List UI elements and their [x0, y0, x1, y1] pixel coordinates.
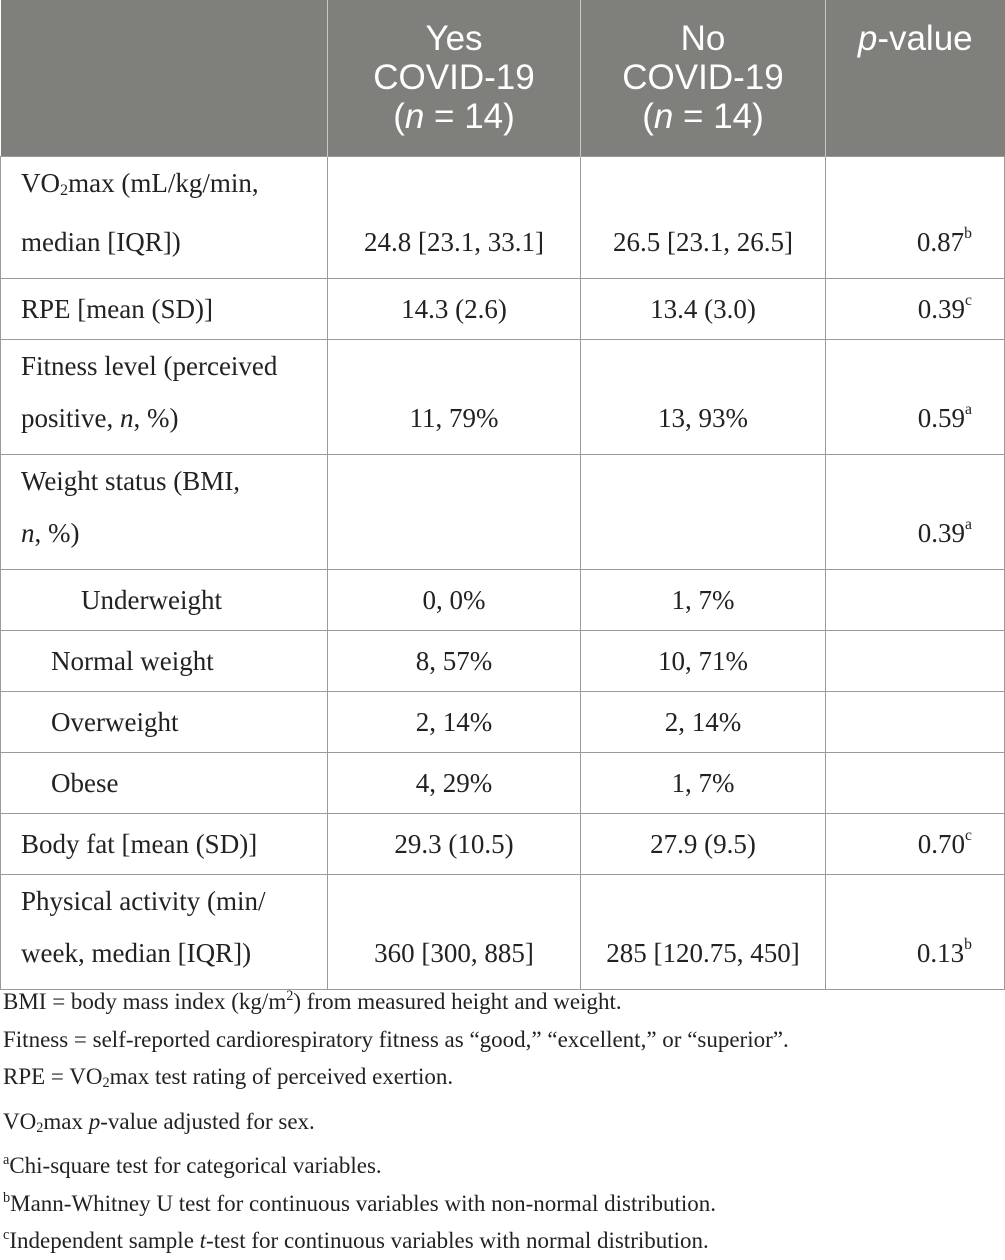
footnote-mark: c: [3, 1227, 10, 1243]
header-empty-cell: [1, 0, 328, 156]
footnote-mark: a: [965, 515, 972, 533]
label-part: median [IQR]): [21, 226, 181, 257]
yes-value: 29.3 (10.5): [328, 813, 581, 874]
note-fitness: Fitness = self-reported cardiorespiratory fitness as “good,” “excellent,” or “superior”.: [3, 1026, 789, 1052]
p-value-cell: [826, 691, 1005, 752]
label-part: , %): [34, 517, 80, 548]
label-part: VO: [21, 167, 60, 198]
yes-value: [328, 454, 581, 569]
label-part: Fitness level (perceived: [21, 350, 278, 381]
row-label: [1, 454, 328, 569]
note-text: Independent sample: [9, 1228, 200, 1253]
label-part: max (mL/kg/min,: [68, 167, 259, 198]
subscript: 2: [36, 1119, 44, 1136]
subscript: 2: [60, 180, 69, 199]
no-value: 285 [120.75, 450]: [581, 874, 826, 989]
p-value-cell: [826, 454, 1005, 569]
note-text: -value adjusted for sex.: [100, 1108, 315, 1134]
yes-value: 360 [300, 885]: [328, 874, 581, 989]
note-c: [3, 1222, 789, 1260]
p-letter: p: [88, 1108, 101, 1134]
footnote-mark: b: [964, 224, 972, 242]
header-yes-line1: Yes: [425, 19, 483, 58]
p-value: 0.13: [916, 937, 965, 968]
note-bmi: [3, 983, 789, 1021]
label-part: , %): [133, 402, 179, 433]
row-label: Normal weight: [1, 630, 328, 691]
row-label: Body fat [mean (SD)]: [1, 813, 328, 874]
p-value-cell: [826, 630, 1005, 691]
n-letter: n: [653, 97, 674, 136]
table-row-normal-weight: [1, 630, 1005, 691]
note-vo2max: [3, 1103, 789, 1148]
note-text: ) from measured height and weight.: [293, 989, 622, 1014]
p-value-cell: [826, 569, 1005, 630]
header-p-value: [826, 0, 1005, 156]
table-footnotes: [3, 983, 789, 1260]
table-row-weight-status: [1, 454, 1005, 569]
footnote-mark: c: [965, 826, 972, 844]
paren: (: [642, 97, 654, 136]
note-text: max test rating of perceived exertion.: [109, 1064, 454, 1089]
table-row-physical-activity: [1, 874, 1005, 989]
yes-value: 4, 29%: [328, 752, 581, 813]
p-value-cell: [826, 339, 1005, 454]
no-value: 1, 7%: [581, 569, 826, 630]
row-label: Underweight: [1, 569, 328, 630]
p-value: 0.39: [917, 517, 966, 548]
no-value: 13, 93%: [581, 339, 826, 454]
paren: (: [393, 97, 405, 136]
label-part: Weight status (BMI,: [21, 465, 241, 496]
p-value-cell: [826, 156, 1005, 278]
no-value: 10, 71%: [581, 630, 826, 691]
footnote-mark: a: [3, 1152, 10, 1168]
no-value: [581, 454, 826, 569]
header-no-line1: No: [680, 19, 726, 58]
table-row-vo2max: [1, 156, 1005, 278]
p-value: 0.70: [917, 828, 966, 859]
note-text: BMI = body mass index (kg/m: [3, 989, 287, 1014]
footnote-mark: b: [964, 935, 972, 953]
note-text: max: [43, 1108, 89, 1134]
no-value: 1, 7%: [581, 752, 826, 813]
note-a: [3, 1147, 789, 1185]
p-value: 0.39: [917, 293, 966, 324]
header-no-covid: [581, 0, 826, 156]
row-label: [1, 339, 328, 454]
n-letter: n: [21, 517, 35, 548]
table-row-body-fat: [1, 813, 1005, 874]
table-row-underweight: [1, 569, 1005, 630]
yes-value: 14.3 (2.6): [328, 278, 581, 339]
p-value: 0.87: [916, 226, 965, 257]
footnote-mark: a: [965, 400, 972, 418]
row-label: Obese: [1, 752, 328, 813]
yes-value: 11, 79%: [328, 339, 581, 454]
label-part: week, median [IQR]): [21, 937, 252, 968]
row-label: [1, 156, 328, 278]
yes-value: 8, 57%: [328, 630, 581, 691]
p-value-cell: [826, 278, 1005, 339]
subscript: 2: [102, 1075, 110, 1091]
yes-value: 24.8 [23.1, 33.1]: [328, 156, 581, 278]
yes-value: 2, 14%: [328, 691, 581, 752]
footnote-mark: b: [3, 1189, 11, 1206]
header-yes-line2: COVID-19: [373, 58, 535, 97]
note-text: Chi-square test for categorical variables.: [9, 1153, 382, 1178]
p-rest: -value: [877, 19, 973, 58]
no-value: 26.5 [23.1, 26.5]: [581, 156, 826, 278]
table-header-row: [1, 0, 1005, 156]
no-value: 13.4 (3.0): [581, 278, 826, 339]
note-text: RPE = VO: [3, 1064, 103, 1089]
note-rpe: [3, 1058, 789, 1103]
t-letter: t: [199, 1228, 207, 1253]
header-no-n: [585, 97, 821, 136]
row-label: [1, 874, 328, 989]
note-text: VO: [3, 1108, 37, 1134]
label-part: positive,: [21, 402, 120, 433]
n-value: = 14): [424, 97, 515, 136]
p-value-cell: [826, 752, 1005, 813]
superscript: 2: [286, 988, 294, 1004]
table-row-obese: [1, 752, 1005, 813]
row-label: Overweight: [1, 691, 328, 752]
n-letter: n: [404, 97, 425, 136]
no-value: 27.9 (9.5): [581, 813, 826, 874]
header-no-line2: COVID-19: [622, 58, 784, 97]
no-value: 2, 14%: [581, 691, 826, 752]
row-label: RPE [mean (SD)]: [1, 278, 328, 339]
yes-value: 0, 0%: [328, 569, 581, 630]
note-text: -test for continuous variables with normal distribution.: [206, 1228, 709, 1253]
n-letter: n: [120, 402, 134, 433]
table-row-overweight: [1, 691, 1005, 752]
table-row-rpe: [1, 278, 1005, 339]
n-value: = 14): [673, 97, 764, 136]
footnote-mark: c: [965, 291, 972, 309]
note-text: Mann-Whitney U test for continuous variables with non-normal distribution.: [10, 1190, 716, 1216]
p-value: 0.59: [917, 402, 966, 433]
table-row-fitness: [1, 339, 1005, 454]
header-yes-n: [332, 97, 576, 136]
p-letter: p: [857, 19, 878, 58]
header-yes-covid: [328, 0, 581, 156]
note-b: [3, 1185, 789, 1223]
label-part: Physical activity (min/: [21, 885, 266, 916]
p-value-cell: [826, 813, 1005, 874]
p-value-cell: [826, 874, 1005, 989]
